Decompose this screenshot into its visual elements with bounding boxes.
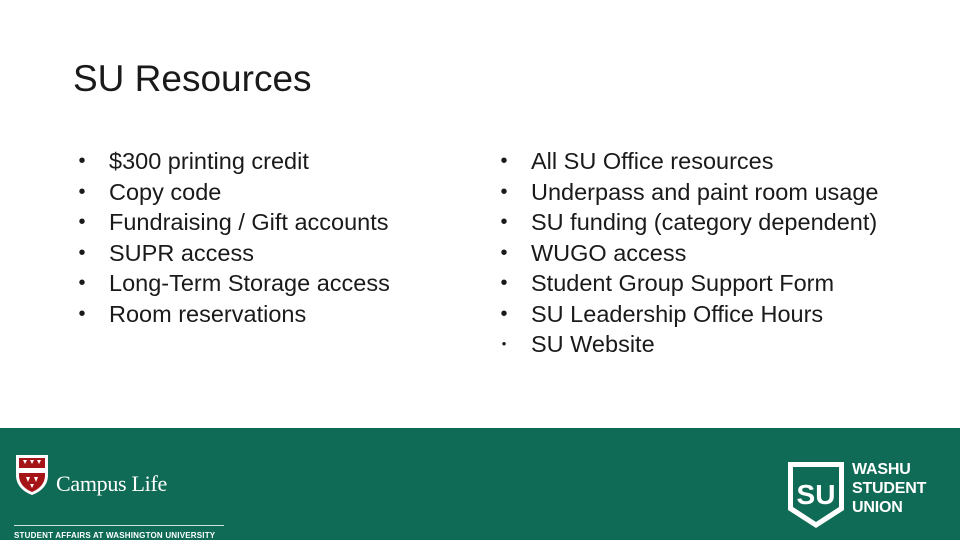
slide-title: SU Resources [73, 58, 312, 99]
bullet: • [500, 150, 508, 172]
list-item [72, 207, 390, 238]
su-badge-text: SU [796, 479, 836, 510]
list-item [494, 146, 879, 177]
list-item-text: Room reservations [109, 300, 307, 327]
student-union-wordmark [852, 460, 926, 517]
left-resource-list [72, 146, 390, 329]
right-resource-list [494, 146, 879, 360]
list-item [494, 177, 879, 208]
list-item-text: Student Group Support Form [531, 270, 835, 296]
bullet: • [500, 241, 508, 264]
bullet: • [501, 336, 507, 351]
logo-divider [14, 525, 224, 526]
bullet: • [78, 211, 86, 233]
list-item [72, 146, 390, 177]
bullet: • [500, 211, 508, 233]
list-item [494, 207, 879, 238]
list-item-text: SU Leadership Office Hours [531, 300, 824, 327]
footer-band [0, 428, 960, 540]
list-item-text: Copy code [109, 178, 222, 205]
bullet: • [78, 180, 86, 203]
washu-shield-icon [14, 453, 50, 497]
list-item [494, 238, 879, 269]
list-item [494, 329, 879, 360]
list-item [72, 177, 390, 208]
list-item-text: $300 printing credit [109, 148, 309, 174]
wordmark-line: WASHU [852, 461, 911, 478]
list-item [72, 299, 390, 330]
wordmark-line: STUDENT [852, 480, 927, 497]
list-item-text: SU funding (category dependent) [531, 209, 878, 235]
washu-student-union-logo [786, 460, 946, 532]
campus-life-subtitle: STUDENT AFFAIRS AT WASHINGTON UNIVERSITY [14, 531, 216, 540]
bullet: • [500, 180, 508, 203]
list-item [72, 238, 390, 269]
list-item [72, 268, 390, 299]
bullet: • [78, 272, 86, 294]
campus-life-logo [14, 453, 229, 540]
bullet: • [78, 302, 86, 325]
campus-life-name: Campus Life [56, 471, 167, 496]
bullet: • [500, 302, 508, 325]
list-item-text: WUGO access [531, 239, 687, 266]
list-item-text: Long-Term Storage access [109, 270, 390, 296]
list-item-text: Underpass and paint room usage [531, 178, 879, 205]
bullet: • [78, 241, 86, 264]
list-item [494, 299, 879, 330]
list-item-text: SU Website [531, 331, 655, 357]
list-item-text: All SU Office resources [531, 148, 774, 174]
list-item-text: SUPR access [109, 239, 254, 266]
su-badge-icon [786, 460, 846, 530]
list-item [494, 268, 879, 299]
bullet: • [78, 150, 86, 172]
wordmark-line: UNION [852, 499, 903, 516]
bullet: • [500, 272, 508, 294]
list-item-text: Fundraising / Gift accounts [109, 209, 389, 235]
